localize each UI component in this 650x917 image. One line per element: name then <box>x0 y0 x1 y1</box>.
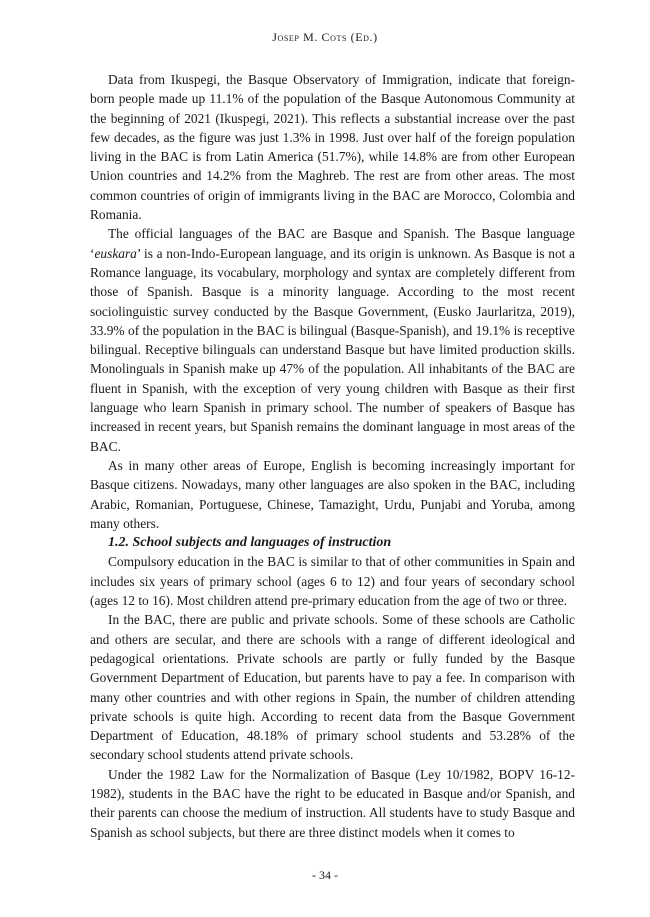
paragraph-text: Under the 1982 Law for the Normalization of Basque (Ley 10/1982, BOPV 16-12-1982), students in the BAC have the right to be educated in Basque and/or Spanish, and their parents can choose the medium of instruction. All students have to study Basque and Spanish as school subjects, but there are three distinct models when it comes to <box>90 766 575 840</box>
paragraph-english <box>90 456 575 533</box>
page-body <box>90 70 575 842</box>
paragraph-text: As in many other areas of Europe, English is becoming increasingly important for Basque citizens. Nowadays, many other languages are also spoken in the BAC, including Arabic, Romanian, Portuguese, Chinese, Tamazight, Urdu, Punjabi and Yoruba, among many others. <box>90 457 575 531</box>
paragraph-text: Compulsory education in the BAC is similar to that of other communities in Spain and includes six years of primary school (ages 6 to 12) and four years of secondary school (ages 12 to 16). Most children attend pre-primary education from the age of two or three. <box>90 554 575 609</box>
running-head: Josep M. Cots (Ed.) <box>272 30 378 44</box>
paragraph-text: Data from Ikuspegi, the Basque Observatory of Immigration, indicate that foreign-born people made up 11.1% of the population of the Basque Autonomous Community at the beginning of 2021 (Ikuspegi, 2021). This reflects a substantial increase over the past few decades, as the figure was just 1.3% in 1998. Just over half of the foreign population living in the BAC is from Latin America (51.7%), while 14.8% are from other European Union countries and 14.2% from the Maghreb. The rest are from other areas. The most common countries of origin of immigrants living in the BAC are Morocco, Colombia and Romania. <box>90 72 575 223</box>
paragraph-official-languages <box>90 224 575 456</box>
paragraph-text: ’ is a non-Indo-European language, and its origin is unknown. As Basque is not a Romance language, its vocabulary, morphology and syntax are completely different from those of Spanish. Basque is a minority language. According to the most recent sociolinguistic survey conducted by the Basque Government, (Eusko Jaurlaritza, 2019), 33.9% of the population in the BAC is bilingual (Basque-Spanish), and 19.1% is receptive bilingual. Receptive bilinguals can understand Basque but have limited production skills. Monolinguals in Spanish make up 47% of the population. All inhabitants of the BAC are fluent in Spanish, with the exception of very young children with Basque as their first language who learn Spanish in primary school. The number of speakers of Basque has increased in recent years, but Spanish remains the dominant language in most areas of the BAC. <box>90 245 575 454</box>
page-number: - 34 - <box>312 868 338 882</box>
paragraph-compulsory-education <box>90 552 575 610</box>
paragraph-text: In the BAC, there are public and private schools. Some of these schools are Catholic and others are secular, and there are schools with a range of different ideological and pedagogical orientations. Private schools are partly or fully funded by the Basque Government Department of Education, but parents have to pay a fee. In comparison with many other countries and with other regions in Spain, the number of children attending private schools is quite high. According to recent data from the Basque Government Department of Education, 48.18% of primary school students and 53.28% of the secondary school students attend private schools. <box>90 612 575 763</box>
paragraph-text: The official languages of the BAC are Basque and Spanish. The Basque language ‘ <box>90 226 575 261</box>
section-heading: 1.2. School subjects and languages of instruction <box>108 535 392 551</box>
paragraph-immigration <box>90 70 575 224</box>
paragraph-normalization-law <box>90 765 575 842</box>
italic-term: euskara <box>94 245 137 261</box>
paragraph-public-private-schools <box>90 610 575 764</box>
